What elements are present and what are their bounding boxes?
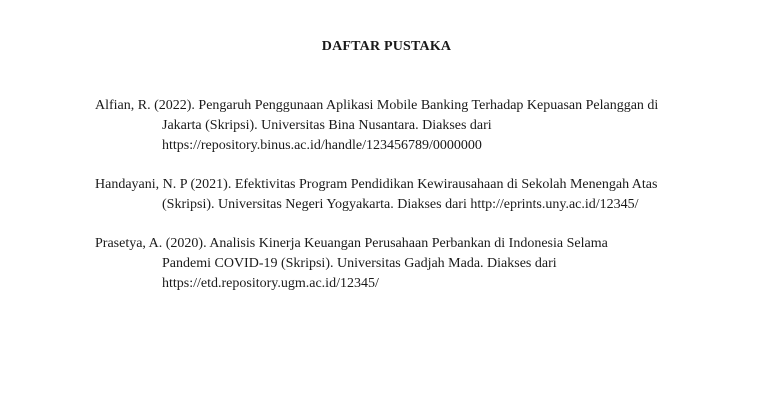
reference-url: https://repository.binus.ac.id/handle/123456789/0000000 xyxy=(162,138,482,153)
page-title: DAFTAR PUSTAKA xyxy=(321,39,452,54)
reference-line: (Skripsi). Universitas Negeri Yogyakarta. Diakses dari http://eprints.uny.ac.id/12345/ xyxy=(162,197,639,212)
reference-list xyxy=(95,96,715,313)
reference-line: Alfian, R. (2022). Pengaruh Penggunaan Aplikasi Mobile Banking Terhadap Kepuasan Pelanggan di xyxy=(95,98,659,113)
reference-entry-handayani xyxy=(95,175,715,215)
reference-line: Prasetya, A. (2020). Analisis Kinerja Keuangan Perusahaan Perbankan di Indonesia Selama xyxy=(95,236,608,251)
reference-line: Handayani, N. P (2021). Efektivitas Program Pendidikan Kewirausahaan di Sekolah Menengah Atas xyxy=(95,177,658,192)
reference-entry-alfian xyxy=(95,96,715,156)
reference-line: Jakarta (Skripsi). Universitas Bina Nusantara. Diakses dari xyxy=(162,118,492,133)
reference-url: https://etd.repository.ugm.ac.id/12345/ xyxy=(162,276,379,291)
reference-line: Pandemi COVID-19 (Skripsi). Universitas Gadjah Mada. Diakses dari xyxy=(162,256,557,271)
reference-entry-prasetya xyxy=(95,234,715,294)
